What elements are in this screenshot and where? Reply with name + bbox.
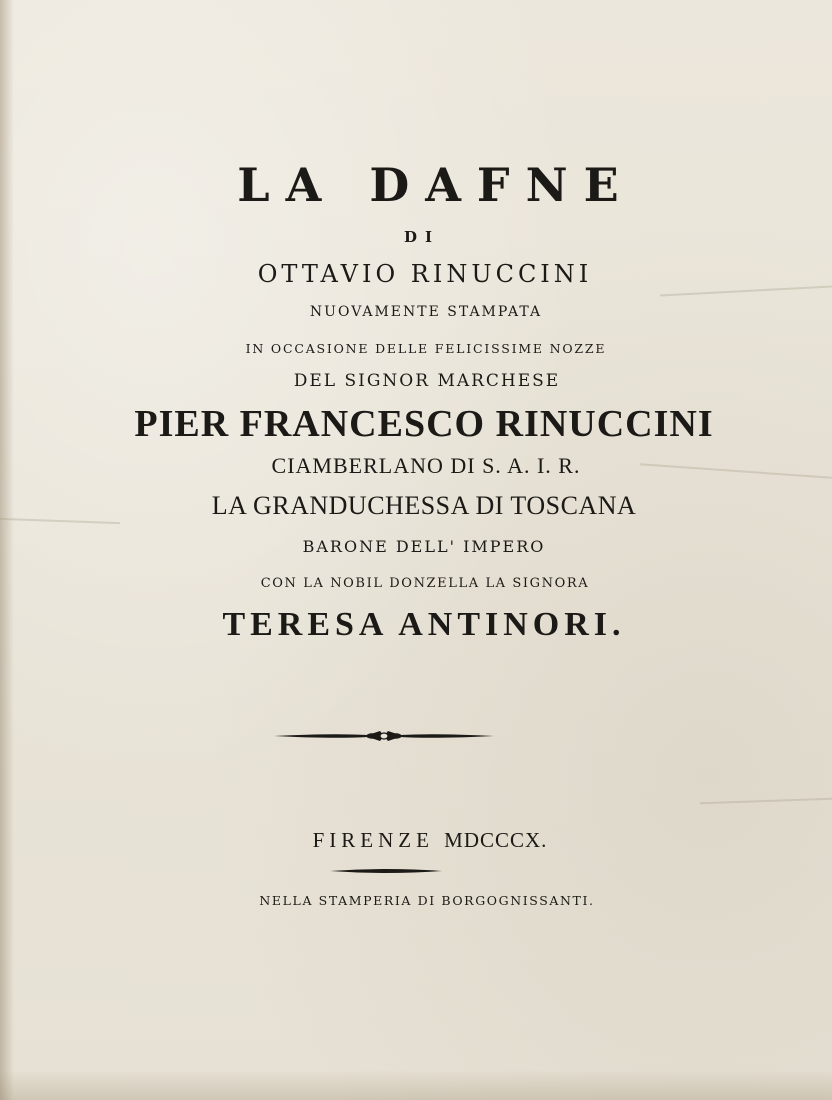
imprint-year: MDCCCX. [444,828,548,852]
subtitle-nuovamente: NUOVAMENTE STAMPATA [309,304,543,320]
imprint-place: FIRENZE [312,828,434,852]
ornamental-rule [272,727,496,745]
book-title: LA DAFNE [237,158,635,212]
subtitle-signor: DEL SIGNOR MARCHESE [293,371,561,391]
groom-name: PIER FRANCESCO RINUCCINI [134,403,714,445]
subtitle-occasione: IN OCCASIONE DELLE FELICISSIME NOZZE [245,341,607,356]
preposition-di: DI [403,228,441,246]
groom-title-granduchessa: LA GRANDUCHESSA DI TOSCANA [211,491,637,520]
author-name: OTTAVIO RINUCCINI [257,260,593,288]
imprint-place-date [0,828,832,853]
groom-title-ciamberlano: CIAMBERLANO DI S. A. I. R. [271,453,581,478]
paper-crease [700,798,832,805]
page-bottom-stain [0,1070,832,1100]
subtitle-nobil: CON LA NOBIL DONZELLA LA SIGNORA [260,576,590,591]
bride-name: TERESA ANTINORI. [222,606,626,643]
short-rule [330,866,442,876]
groom-title-barone: BARONE DELL' IMPERO [302,537,546,556]
printer-imprint: NELLA STAMPERIA DI BORGOGNISSANTI. [259,893,595,908]
